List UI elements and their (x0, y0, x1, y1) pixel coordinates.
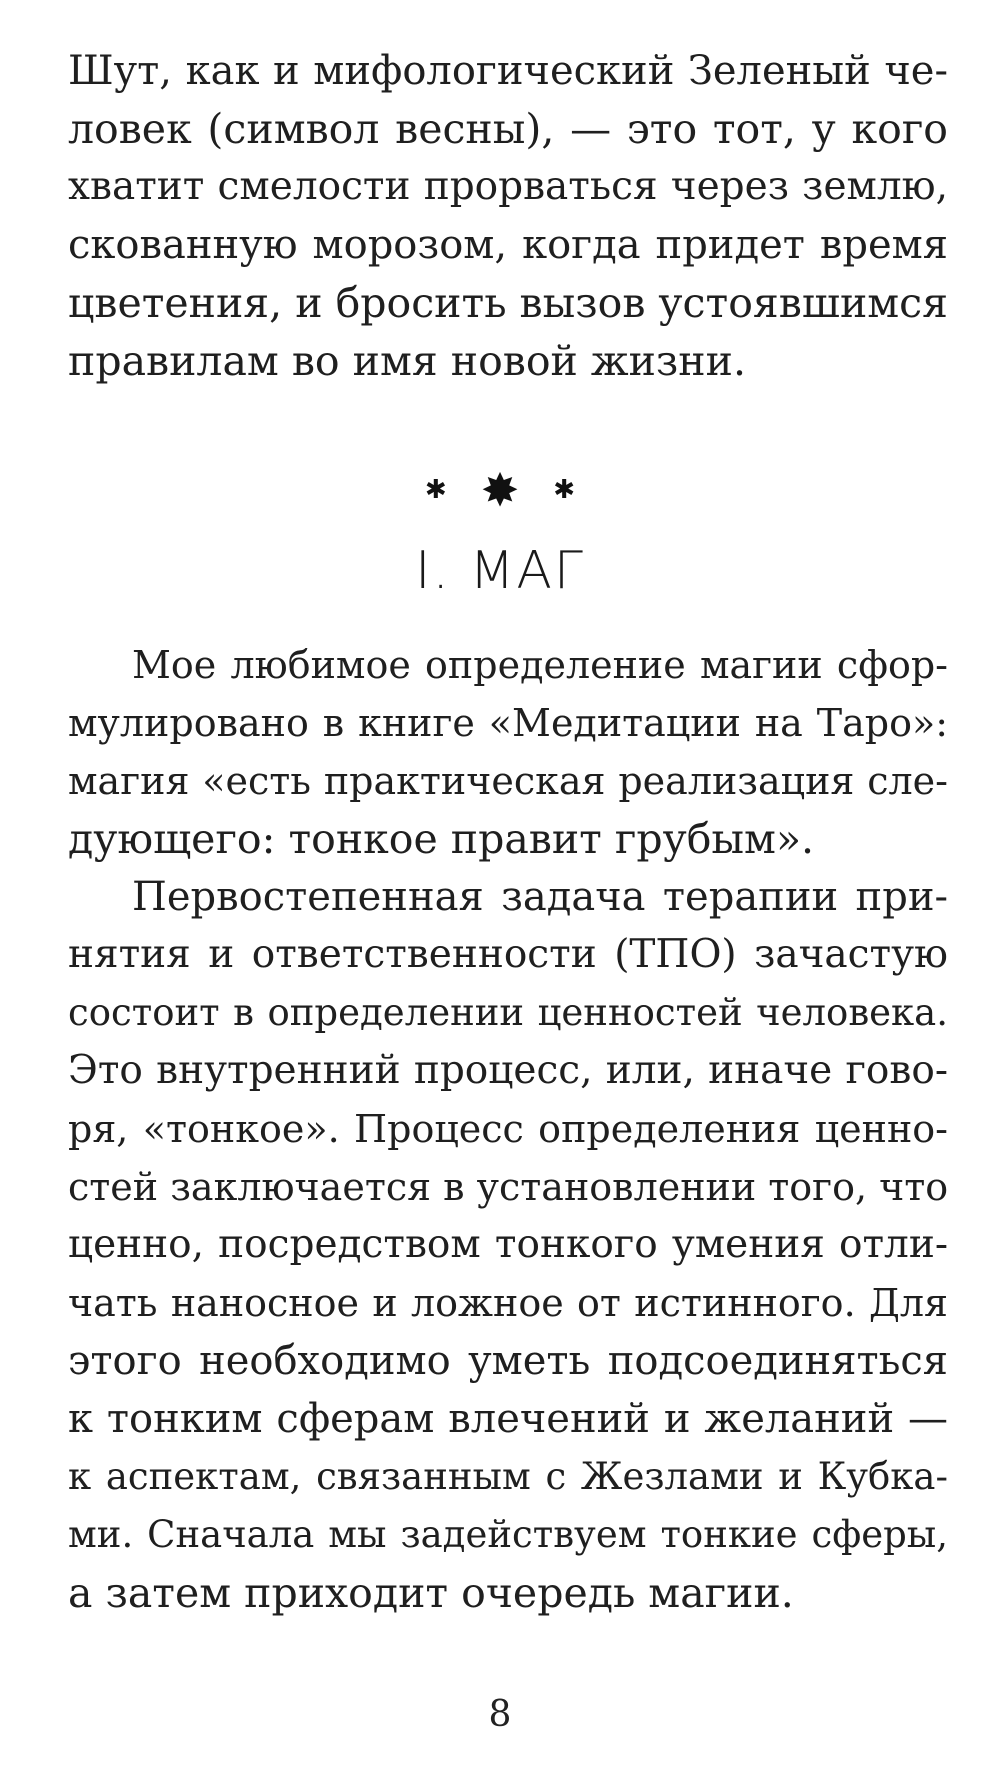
page-number: 8 (488, 1694, 512, 1735)
text-line: магия «есть практическая реализация сле- (68, 759, 948, 803)
text-line: нятия и ответственности (ТПО) зачастую (68, 932, 948, 977)
text-line: ря, «тонкое». Процесс определения ценно- (68, 1107, 948, 1151)
text-line: стей заключается в установлении того, что (68, 1165, 949, 1209)
small-star-icon: ✱ (553, 475, 576, 505)
small-star-icon: ✱ (424, 475, 447, 505)
text-line: скованную морозом, когда придет время (68, 222, 948, 268)
text-line: чать наносное и ложное от истинного. Для (68, 1281, 948, 1325)
text-line: а затем приходит очередь магии. (68, 1569, 794, 1617)
text-line: Первостепенная задача терапии при- (132, 874, 948, 920)
section-ornament (0, 462, 1000, 518)
text-line: правилам во имя новой жизни. (68, 337, 746, 385)
text-line: хватит смелости прорваться через землю, (68, 164, 948, 209)
text-line: Это внутренний процесс, или, иначе гово- (68, 1048, 948, 1093)
text-line: Шут, как и мифологический Зеленый че- (68, 48, 948, 94)
large-star-icon: ✸ (480, 463, 520, 517)
text-line: ловек (символ весны), — это тот, у кого (68, 105, 948, 153)
text-line: ценно, посредством тонкого умения отли- (68, 1222, 948, 1267)
text-line: к аспектам, связанным с Жезлами и Кубка- (68, 1455, 948, 1498)
text-line: этого необходимо уметь подсоединяться (68, 1338, 948, 1384)
text-line: состоит в определении ценностей человека. (68, 991, 948, 1034)
text-line: Мое любимое определение магии сфор- (132, 643, 948, 687)
text-line: дующего: тонкое правит грубым». (68, 815, 815, 863)
text-line: мулировано в книге «Медитации на Таро»: (68, 701, 948, 745)
text-line: к тонким сферам влечений и желаний — (68, 1396, 948, 1442)
section-heading: I. МАГ (415, 541, 585, 601)
text-line: цветения, и бросить вызов устоявшимся (68, 279, 948, 327)
text-line: ми. Сначала мы задействуем тонкие сферы, (68, 1513, 948, 1556)
